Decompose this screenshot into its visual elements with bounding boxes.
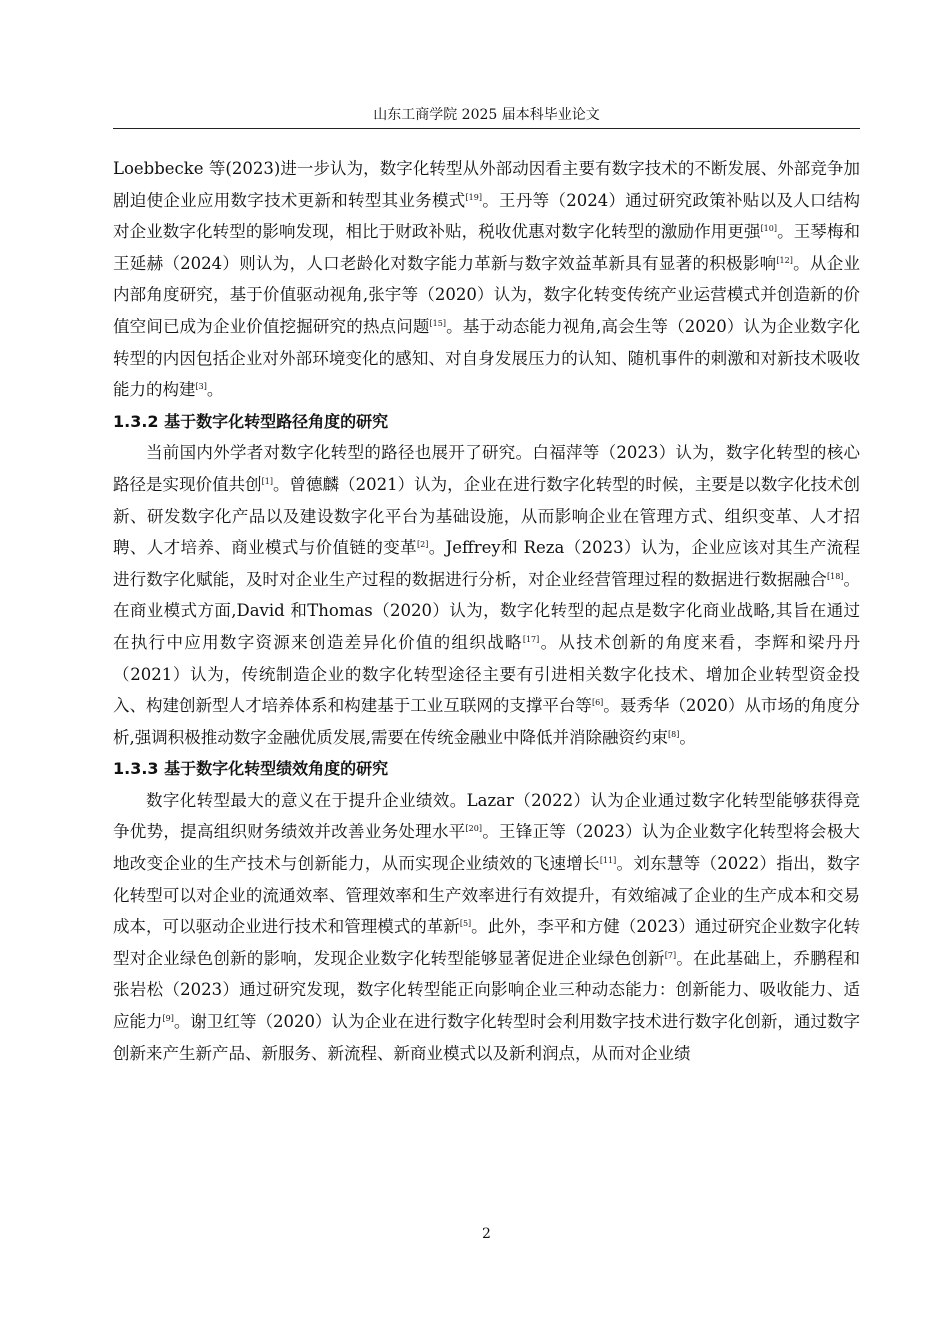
paragraph-path	[113, 437, 860, 753]
para-text: 。基于动态能力视角,高会生等（2020）认为企业数字化转型的内因包括企业对外部环境变化的感知、对自身发展压力的认知、随机事件的刺激和对新技术吸收能力的构建	[113, 316, 861, 400]
citation: [11]	[599, 856, 617, 866]
citation: [3]	[195, 382, 207, 392]
citation: [12]	[776, 255, 793, 265]
citation: [17]	[522, 634, 540, 644]
para-text: 。王琴梅和王延赫（2024）则认为，人口老龄化对数字能力革新与数字效益革新具有显著的积极影响	[113, 222, 861, 273]
para-text: 。谢卫红等（2020）认为企业在进行数字化转型时会利用数字技术进行数字化创新，通过数字创新来产生新产品、新服务、新流程、新商业模式以及新利润点，从而对企业绩	[113, 1012, 860, 1063]
para-text: 当前国内外学者对数字化转型的路径也展开了研究。白福萍等（2023）认为，数字化转型的核心路径是实现价值共创	[113, 443, 860, 494]
para-text: 。	[206, 380, 224, 400]
citation: [18]	[826, 571, 844, 581]
para-text: 。在商业模式方面,David 和Thomas（2020）认为，数字化转型的起点是数字化商业战略,其旨在通过在执行中应用数字资源来创造差异化价值的组织战略	[113, 569, 861, 652]
para-text: 。聂秀华（2020）从市场的角度分析,强调积极推动数字金融优质发展,需要在传统金融业中降低并消除融资约束	[113, 696, 861, 747]
citation: [10]	[760, 224, 777, 234]
para-text: 数字化转型最大的意义在于提升企业绩效。Lazar（2022）认为企业通过数字化转型能够获得竞争优势，提高组织财务绩效并改善业务处理水平	[113, 790, 860, 842]
para-text: Loebbecke 等(2023)进一步认为，数字化转型从外部动因看主要有数字技术的不断发展、外部竞争加剧迫使企业应用数字技术更新和转型其业务模式	[113, 159, 860, 210]
citation: [19]	[465, 192, 482, 202]
citation: [5]	[459, 919, 472, 929]
para-text: 。从企业内部角度研究，基于价值驱动视角,张宇等（2020）认为，数字化转变传统产业运营模式并创造新的价值空间已成为企业价值挖掘研究的热点问题	[113, 253, 860, 336]
paragraph-drivers	[113, 153, 860, 406]
para-text: 。王丹等（2024）通过研究政策补贴以及人口结构对企业数字化转型的影响发现，相比于财政补贴，税收优惠对数字化转型的激励作用更强	[113, 190, 860, 242]
para-text: 。此外，李平和方健（2023）通过研究企业数字化转型对企业绿色创新的影响，发现企业数字化转型能够显著促进企业绿色创新	[113, 917, 860, 968]
citation: [9]	[162, 1014, 174, 1024]
citation: [8]	[668, 729, 680, 739]
citation: [2]	[416, 540, 429, 550]
para-text: 。曾德麟（2021）认为，企业在进行数字化转型的时候，主要是以数字化技术创新、研发数字化产品以及建设数字化平台为基础设施，从而影响企业在管理方式、组织变革、人才招聘、人才培养、商业模式与价值链的变革	[113, 474, 860, 558]
section-heading-1-3-2: 1.3.2 基于数字化转型路径角度的研究	[113, 411, 389, 431]
para-text: 。王锋正等（2023）认为企业数字化转型将会极大地改变企业的生产技术与创新能力，从而实现企业绩效的飞速增长	[113, 822, 860, 874]
para-text: 。在此基础上，乔鹏程和张岩松（2023）通过研究发现，数字化转型能正向影响企业三种动态能力：创新能力、吸收能力、适应能力	[113, 948, 861, 1032]
para-text: 。Jeffrey和 Reza（2023）认为，企业应该对其生产流程进行数字化赋能，及时对企业生产过程的数据进行分析，对企业经营管理过程的数据进行数据融合	[113, 538, 861, 589]
para-text: 。	[679, 727, 696, 747]
page-body	[113, 153, 860, 1069]
para-text: 。从技术创新的角度来看，李辉和梁丹丹（2021）认为，传统制造企业的数字化转型途径主要有引进相关数字化技术、增加企业转型资金投入、构建创新型人才培养体系和构建基于工业互联网的支撑平台等	[113, 632, 861, 716]
citation: [7]	[664, 950, 677, 960]
para-text: 。刘东慧等（2022）指出，数字化转型可以对企业的流通效率、管理效率和生产效率进行有效提升，有效缩减了企业的生产成本和交易成本，可以驱动企业进行技术和管理模式的革新	[113, 854, 860, 937]
citation: [20]	[465, 824, 482, 834]
header-divider	[113, 128, 860, 129]
running-header: 山东工商学院 2025 届本科毕业论文	[373, 107, 600, 123]
section-heading-1-3-3: 1.3.3 基于数字化转型绩效角度的研究	[113, 759, 389, 779]
citation: [15]	[429, 318, 446, 328]
citation: [1]	[261, 476, 273, 486]
citation: [6]	[591, 698, 604, 708]
page-number: 2	[482, 1226, 491, 1242]
paragraph-performance	[113, 785, 860, 1069]
